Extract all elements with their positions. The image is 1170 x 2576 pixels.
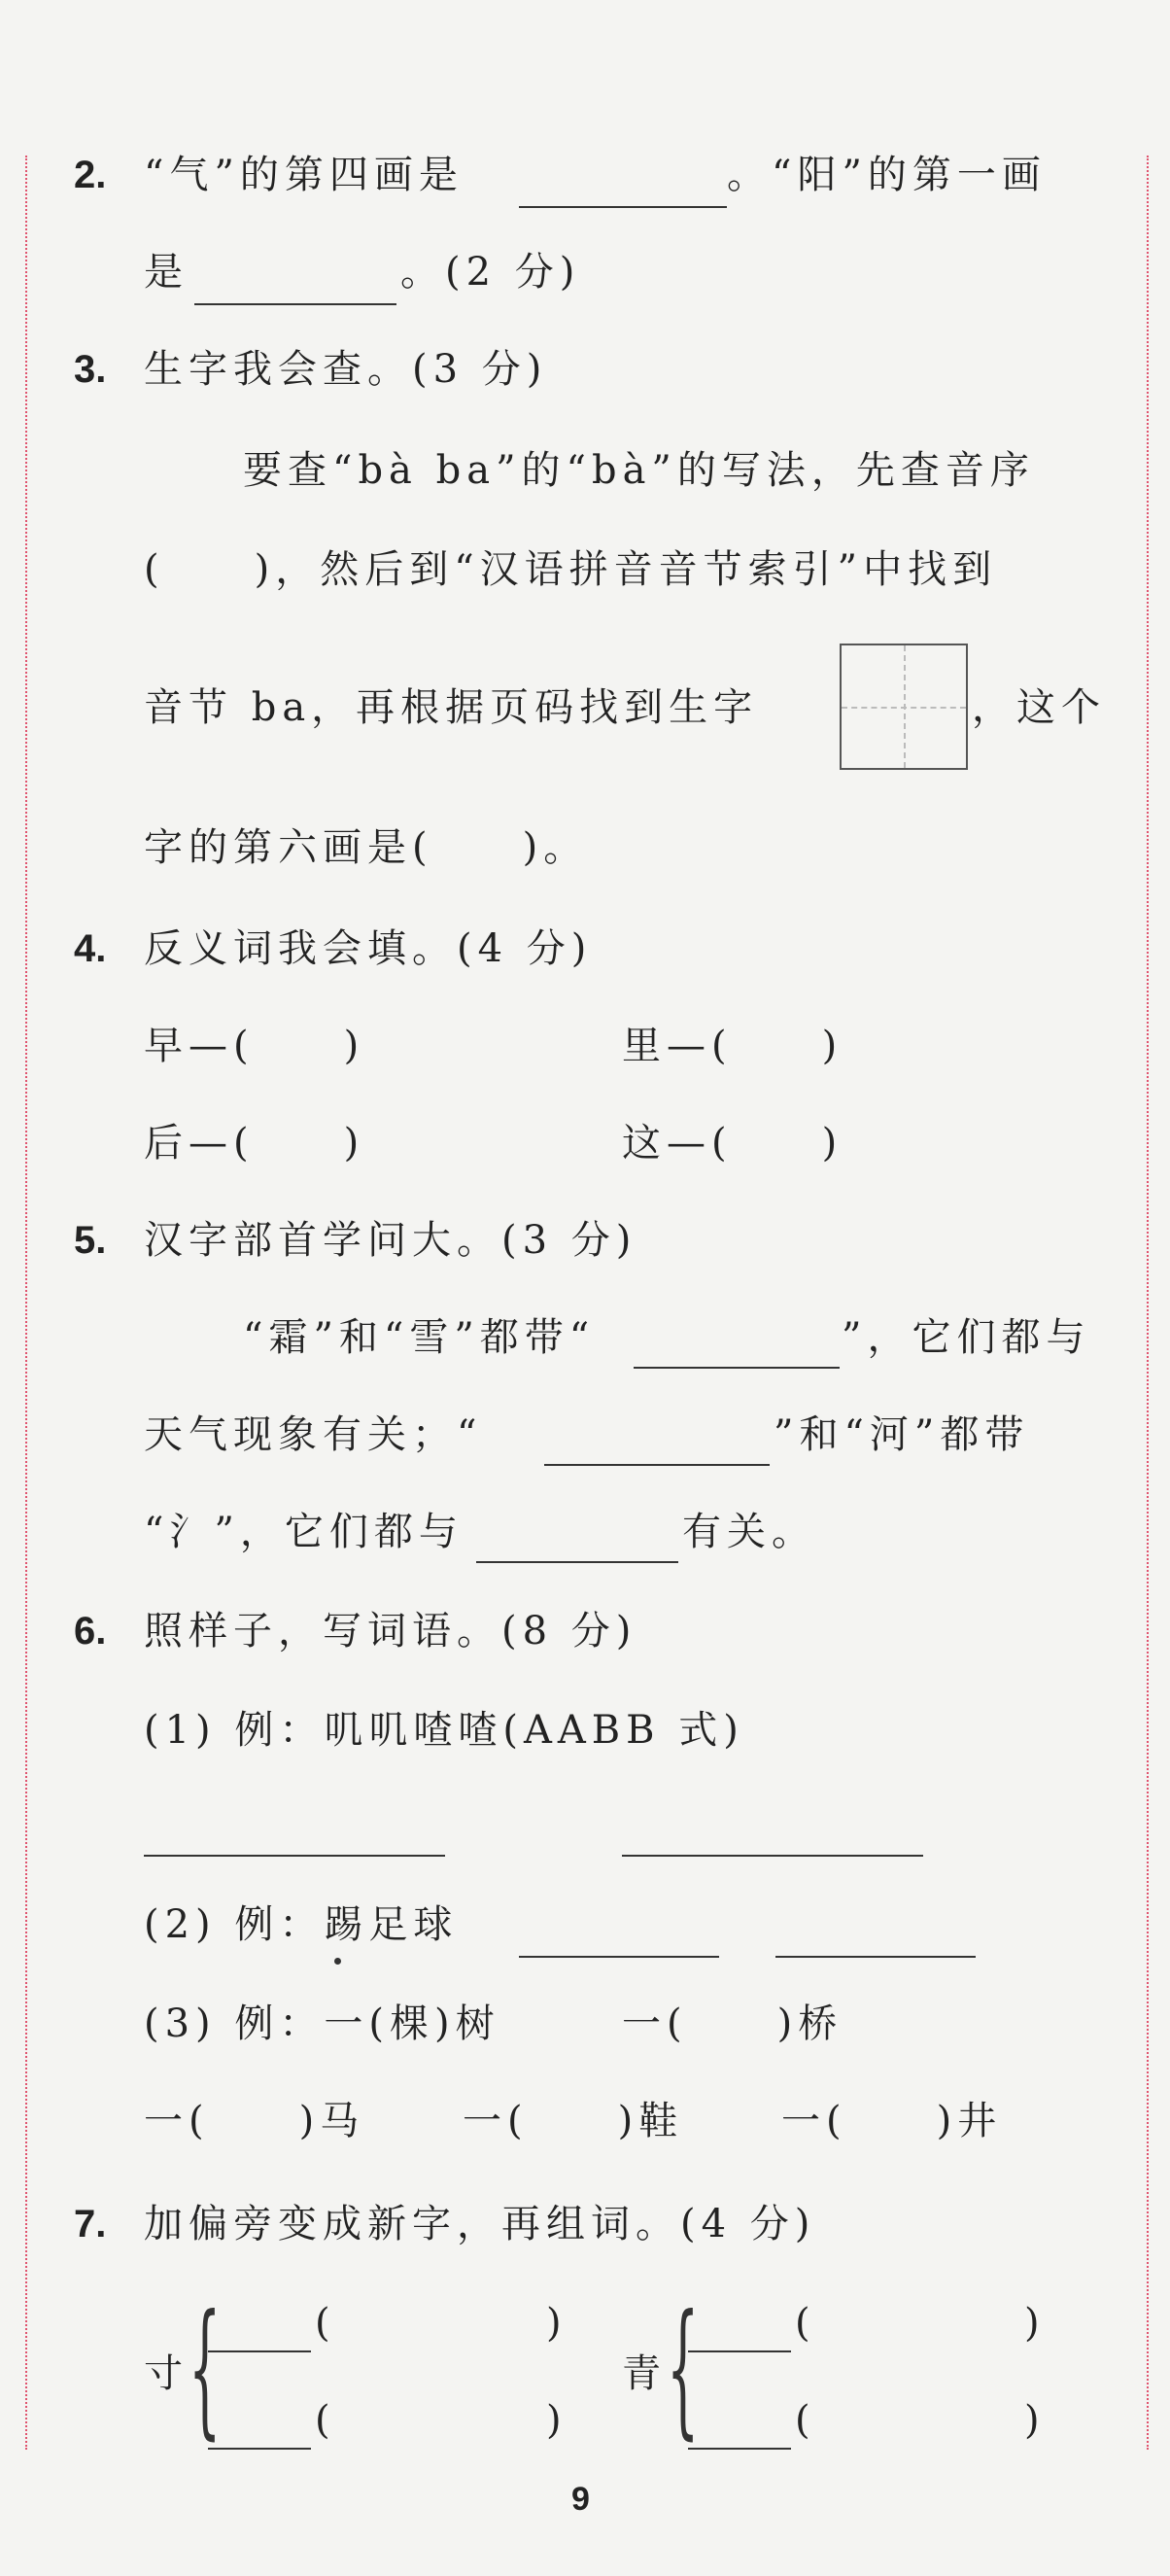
question-number: 3. xyxy=(74,348,107,391)
q7-base-char: 寸 xyxy=(144,2351,189,2396)
right-margin-line xyxy=(1147,156,1149,2450)
q6-answer-line-2[interactable] xyxy=(622,1855,923,1857)
q7-paren-close: ) xyxy=(546,2398,568,2443)
q7-paren-open: ( xyxy=(795,2301,816,2346)
q2-blank-2[interactable] xyxy=(194,303,396,305)
question-number: 2. xyxy=(74,154,107,196)
q6-measure-item: 一( )井 xyxy=(781,2099,1003,2143)
q5-blank-3[interactable] xyxy=(476,1561,678,1563)
q7-paren-open: ( xyxy=(315,2301,336,2346)
q4-item: 这—( ) xyxy=(622,1121,843,1166)
q5-line-2a: 天气现象有关；“ xyxy=(144,1412,483,1457)
q3-line-2: ( )，然后到“汉语拼音音节索引”中找到 xyxy=(144,547,998,592)
q6-measure-item: 一( )鞋 xyxy=(463,2099,684,2143)
q7-paren-open: ( xyxy=(315,2398,336,2443)
q7-paren-open: ( xyxy=(795,2398,816,2443)
q7-base-char: 青 xyxy=(622,2351,667,2396)
question-number: 6. xyxy=(74,1610,107,1653)
q5-line-3b: 有关。 xyxy=(682,1510,816,1554)
q5-blank-1[interactable] xyxy=(634,1367,840,1369)
q3-line-3b: ，这个 xyxy=(972,685,1106,730)
q2-text-a: “气”的第四画是 xyxy=(144,153,464,197)
q2-text-d: 。(2 分) xyxy=(400,250,581,295)
page-number: 9 xyxy=(571,2481,590,2518)
q3-line-4: 字的第六画是( )。 xyxy=(144,825,589,870)
q2-text-b: 。“阳”的第一画 xyxy=(727,153,1047,197)
q7-title: 加偏旁变成新字，再组词。(4 分) xyxy=(144,2202,816,2246)
emphasis-dot xyxy=(334,1958,341,1965)
question-number: 4. xyxy=(74,927,107,970)
q6-title: 照样子，写词语。(8 分) xyxy=(144,1609,637,1654)
question-number: 7. xyxy=(74,2203,107,2245)
q6-answer-line-1[interactable] xyxy=(144,1855,445,1857)
q6-measure-item: 一( )马 xyxy=(144,2099,365,2143)
q7-paren-close: ) xyxy=(1024,2398,1046,2443)
q6-answer-line-3[interactable] xyxy=(519,1956,719,1958)
q2-text-c: 是 xyxy=(144,250,189,295)
brace-icon: { xyxy=(667,2284,700,2454)
q4-item: 后—( ) xyxy=(144,1121,365,1166)
q7-paren-close: ) xyxy=(546,2301,568,2346)
q3-title: 生字我会查。(3 分) xyxy=(144,347,548,392)
q4-item: 早—( ) xyxy=(144,1024,365,1068)
q7-paren-close: ) xyxy=(1024,2301,1046,2346)
brace-icon: { xyxy=(189,2284,222,2454)
character-grid-box[interactable] xyxy=(840,644,968,770)
q2-blank-1[interactable] xyxy=(519,206,727,208)
q5-line-2b: ”和“河”都带 xyxy=(774,1412,1030,1457)
q6-part-1: (1) 例：叽叽喳喳(AABB 式) xyxy=(144,1708,744,1753)
q4-title: 反义词我会填。(4 分) xyxy=(144,926,593,971)
q5-title: 汉字部首学问大。(3 分) xyxy=(144,1218,637,1263)
q6-part-3-item: 一( )桥 xyxy=(622,2002,843,2046)
q7-blank[interactable] xyxy=(208,2350,311,2352)
question-number: 5. xyxy=(74,1219,107,1262)
q6-answer-line-4[interactable] xyxy=(775,1956,976,1958)
q6-part-3: (3) 例：一(棵)树 xyxy=(144,2002,500,2046)
q5-line-1a: “霜”和“雪”都带“ xyxy=(243,1315,596,1360)
q5-line-1b: ”，它们都与 xyxy=(842,1315,1091,1360)
q3-line-1: 要查“bà ba”的“bà”的写法，先查音序 xyxy=(243,448,1035,493)
q5-line-3a: “氵”，它们都与 xyxy=(144,1510,464,1554)
q7-blank[interactable] xyxy=(688,2448,791,2450)
q6-part-2: (2) 例：踢足球 xyxy=(144,1902,459,1947)
q4-item: 里—( ) xyxy=(622,1024,843,1068)
q3-line-3a: 音节 ba，再根据页码找到生字 xyxy=(144,685,759,730)
q7-blank[interactable] xyxy=(688,2350,791,2352)
q5-blank-2[interactable] xyxy=(544,1464,770,1466)
left-margin-line xyxy=(25,156,27,2450)
q7-blank[interactable] xyxy=(208,2448,311,2450)
